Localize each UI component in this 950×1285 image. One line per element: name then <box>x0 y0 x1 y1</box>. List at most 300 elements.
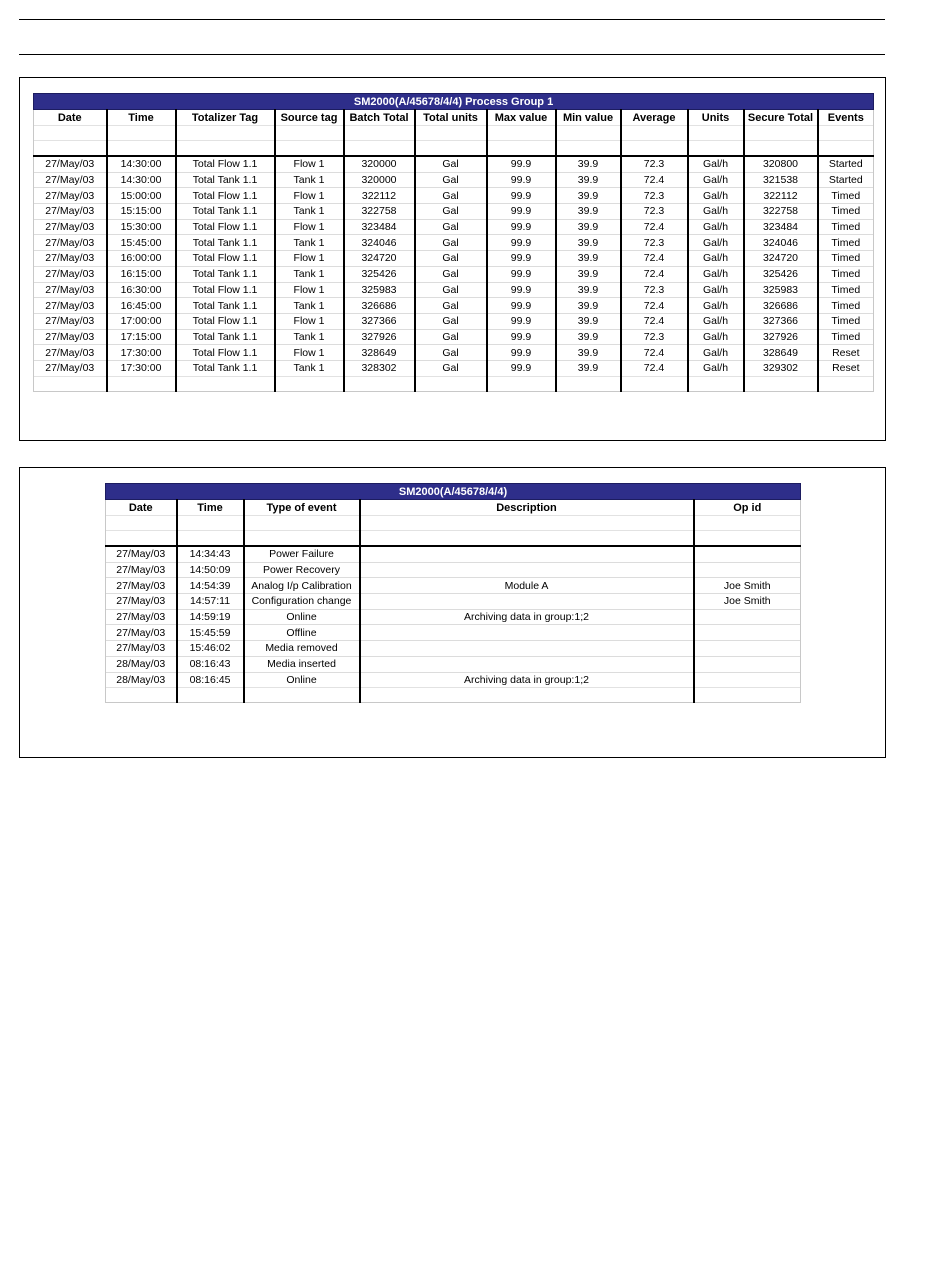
cell-op-id <box>694 656 801 672</box>
cell-type-of-event: Offline <box>244 625 360 641</box>
blank-cell <box>244 531 360 547</box>
cell-total-units: Gal <box>415 188 487 204</box>
cell-events: Timed <box>818 266 874 282</box>
column-header-description: Description <box>360 500 694 516</box>
cell-max-value: 99.9 <box>487 345 556 361</box>
cell-time: 15:00:00 <box>107 188 176 204</box>
cell-totalizer-tag: Total Tank 1.1 <box>176 204 275 220</box>
cell-max-value: 99.9 <box>487 282 556 298</box>
cell-min-value: 39.9 <box>556 360 621 376</box>
cell-date: 27/May/03 <box>34 172 107 188</box>
cell-time: 08:16:45 <box>177 672 244 688</box>
report1-title: SM2000(A/45678/4/4) Process Group 1 <box>34 94 874 110</box>
blank-row <box>106 688 801 703</box>
cell-time: 15:45:59 <box>177 625 244 641</box>
cell-secure-total: 323484 <box>744 219 818 235</box>
table-row <box>106 641 801 657</box>
cell-average: 72.3 <box>621 282 688 298</box>
blank-cell <box>487 376 556 391</box>
cell-time: 15:45:00 <box>107 235 176 251</box>
cell-totalizer-tag: Total Tank 1.1 <box>176 172 275 188</box>
cell-op-id <box>694 562 801 578</box>
cell-total-units: Gal <box>415 219 487 235</box>
cell-date: 27/May/03 <box>106 625 177 641</box>
cell-units: Gal/h <box>688 204 744 220</box>
cell-time: 14:34:43 <box>177 546 244 562</box>
blank-cell <box>107 141 176 157</box>
cell-description <box>360 562 694 578</box>
table-row <box>106 609 801 625</box>
cell-min-value: 39.9 <box>556 282 621 298</box>
cell-secure-total: 329302 <box>744 360 818 376</box>
blank-cell <box>688 376 744 391</box>
cell-events: Timed <box>818 298 874 314</box>
blank-cell <box>744 141 818 157</box>
second-rule <box>19 54 885 55</box>
cell-source-tag: Flow 1 <box>275 156 344 172</box>
blank-cell <box>818 126 874 141</box>
cell-average: 72.3 <box>621 329 688 345</box>
cell-date: 27/May/03 <box>34 282 107 298</box>
cell-max-value: 99.9 <box>487 188 556 204</box>
cell-date: 27/May/03 <box>34 188 107 204</box>
cell-min-value: 39.9 <box>556 219 621 235</box>
cell-total-units: Gal <box>415 266 487 282</box>
cell-source-tag: Tank 1 <box>275 235 344 251</box>
cell-min-value: 39.9 <box>556 266 621 282</box>
cell-average: 72.3 <box>621 235 688 251</box>
cell-time: 14:30:00 <box>107 172 176 188</box>
blank-cell <box>360 531 694 547</box>
cell-events: Reset <box>818 345 874 361</box>
cell-min-value: 39.9 <box>556 172 621 188</box>
cell-batch-total: 322758 <box>344 204 415 220</box>
cell-time: 16:00:00 <box>107 251 176 267</box>
cell-units: Gal/h <box>688 282 744 298</box>
blank-cell <box>275 376 344 391</box>
cell-secure-total: 322112 <box>744 188 818 204</box>
cell-source-tag: Tank 1 <box>275 360 344 376</box>
blank-cell <box>415 141 487 157</box>
cell-source-tag: Tank 1 <box>275 266 344 282</box>
cell-batch-total: 322112 <box>344 188 415 204</box>
cell-secure-total: 327366 <box>744 313 818 329</box>
blank-cell <box>177 688 244 703</box>
cell-time: 15:30:00 <box>107 219 176 235</box>
cell-source-tag: Tank 1 <box>275 298 344 314</box>
cell-batch-total: 325426 <box>344 266 415 282</box>
cell-batch-total: 324720 <box>344 251 415 267</box>
cell-total-units: Gal <box>415 235 487 251</box>
cell-average: 72.4 <box>621 345 688 361</box>
cell-units: Gal/h <box>688 266 744 282</box>
column-header-op-id: Op id <box>694 500 801 516</box>
blank-cell <box>106 688 177 703</box>
cell-batch-total: 326686 <box>344 298 415 314</box>
blank-cell <box>176 376 275 391</box>
cell-average: 72.4 <box>621 172 688 188</box>
blank-cell <box>415 376 487 391</box>
cell-description <box>360 625 694 641</box>
cell-date: 27/May/03 <box>34 204 107 220</box>
blank-cell <box>360 688 694 703</box>
cell-max-value: 99.9 <box>487 313 556 329</box>
cell-date: 27/May/03 <box>34 313 107 329</box>
cell-max-value: 99.9 <box>487 219 556 235</box>
cell-max-value: 99.9 <box>487 251 556 267</box>
table-row <box>34 251 874 267</box>
cell-date: 27/May/03 <box>106 578 177 594</box>
cell-secure-total: 321538 <box>744 172 818 188</box>
blank-cell <box>106 531 177 547</box>
blank-row <box>106 516 801 531</box>
cell-description <box>360 656 694 672</box>
table-row <box>34 188 874 204</box>
cell-op-id <box>694 609 801 625</box>
cell-average: 72.4 <box>621 360 688 376</box>
report1-header-row <box>34 110 874 126</box>
table-row <box>106 672 801 688</box>
blank-cell <box>106 516 177 531</box>
table-row <box>34 266 874 282</box>
column-header-average: Average <box>621 110 688 126</box>
blank-cell <box>34 141 107 157</box>
cell-batch-total: 327366 <box>344 313 415 329</box>
cell-total-units: Gal <box>415 298 487 314</box>
cell-op-id <box>694 546 801 562</box>
cell-type-of-event: Power Failure <box>244 546 360 562</box>
blank-cell <box>344 141 415 157</box>
cell-max-value: 99.9 <box>487 172 556 188</box>
cell-batch-total: 324046 <box>344 235 415 251</box>
table-row <box>34 235 874 251</box>
table-row <box>106 625 801 641</box>
column-header-type-of-event: Type of event <box>244 500 360 516</box>
column-header-total-units: Total units <box>415 110 487 126</box>
cell-totalizer-tag: Total Tank 1.1 <box>176 266 275 282</box>
cell-source-tag: Tank 1 <box>275 204 344 220</box>
cell-secure-total: 322758 <box>744 204 818 220</box>
cell-events: Started <box>818 156 874 172</box>
blank-cell <box>744 376 818 391</box>
cell-date: 27/May/03 <box>34 251 107 267</box>
blank-cell <box>244 688 360 703</box>
cell-batch-total: 327926 <box>344 329 415 345</box>
column-header-totalizer-tag: Totalizer Tag <box>176 110 275 126</box>
cell-date: 28/May/03 <box>106 656 177 672</box>
cell-totalizer-tag: Total Flow 1.1 <box>176 251 275 267</box>
column-header-min-value: Min value <box>556 110 621 126</box>
cell-total-units: Gal <box>415 251 487 267</box>
cell-date: 27/May/03 <box>106 594 177 610</box>
cell-description <box>360 546 694 562</box>
cell-min-value: 39.9 <box>556 188 621 204</box>
cell-average: 72.4 <box>621 313 688 329</box>
cell-total-units: Gal <box>415 172 487 188</box>
cell-description: Module A <box>360 578 694 594</box>
cell-max-value: 99.9 <box>487 298 556 314</box>
cell-total-units: Gal <box>415 156 487 172</box>
table-row <box>106 578 801 594</box>
cell-totalizer-tag: Total Flow 1.1 <box>176 156 275 172</box>
cell-total-units: Gal <box>415 345 487 361</box>
table-row <box>34 172 874 188</box>
cell-op-id <box>694 672 801 688</box>
cell-totalizer-tag: Total Flow 1.1 <box>176 188 275 204</box>
cell-date: 27/May/03 <box>34 345 107 361</box>
cell-time: 17:30:00 <box>107 360 176 376</box>
cell-batch-total: 320000 <box>344 172 415 188</box>
cell-description: Archiving data in group:1;2 <box>360 609 694 625</box>
cell-type-of-event: Power Recovery <box>244 562 360 578</box>
cell-total-units: Gal <box>415 282 487 298</box>
event-log-table <box>105 483 801 703</box>
cell-units: Gal/h <box>688 235 744 251</box>
cell-units: Gal/h <box>688 188 744 204</box>
column-header-units: Units <box>688 110 744 126</box>
blank-cell <box>344 126 415 141</box>
column-header-events: Events <box>818 110 874 126</box>
cell-source-tag: Flow 1 <box>275 313 344 329</box>
table-row <box>34 345 874 361</box>
cell-min-value: 39.9 <box>556 251 621 267</box>
cell-secure-total: 324046 <box>744 235 818 251</box>
blank-cell <box>818 376 874 391</box>
cell-type-of-event: Online <box>244 609 360 625</box>
cell-source-tag: Flow 1 <box>275 251 344 267</box>
cell-units: Gal/h <box>688 329 744 345</box>
cell-events: Timed <box>818 204 874 220</box>
cell-average: 72.3 <box>621 204 688 220</box>
blank-cell <box>487 126 556 141</box>
blank-cell <box>694 516 801 531</box>
table-row <box>34 282 874 298</box>
cell-op-id <box>694 641 801 657</box>
cell-date: 27/May/03 <box>34 298 107 314</box>
cell-time: 16:45:00 <box>107 298 176 314</box>
cell-time: 16:30:00 <box>107 282 176 298</box>
cell-total-units: Gal <box>415 329 487 345</box>
cell-min-value: 39.9 <box>556 313 621 329</box>
blank-cell <box>34 376 107 391</box>
column-header-date: Date <box>34 110 107 126</box>
column-header-date: Date <box>106 500 177 516</box>
cell-total-units: Gal <box>415 204 487 220</box>
cell-units: Gal/h <box>688 219 744 235</box>
blank-row <box>34 126 874 141</box>
cell-totalizer-tag: Total Flow 1.1 <box>176 219 275 235</box>
cell-totalizer-tag: Total Flow 1.1 <box>176 282 275 298</box>
cell-date: 27/May/03 <box>34 156 107 172</box>
table-row <box>106 546 801 562</box>
process-group-table <box>33 93 874 392</box>
blank-cell <box>275 141 344 157</box>
table-row <box>34 313 874 329</box>
cell-totalizer-tag: Total Flow 1.1 <box>176 313 275 329</box>
cell-max-value: 99.9 <box>487 235 556 251</box>
blank-cell <box>415 126 487 141</box>
cell-totalizer-tag: Total Tank 1.1 <box>176 298 275 314</box>
column-header-source-tag: Source tag <box>275 110 344 126</box>
cell-events: Timed <box>818 219 874 235</box>
cell-batch-total: 328649 <box>344 345 415 361</box>
cell-average: 72.4 <box>621 266 688 282</box>
table-row <box>106 594 801 610</box>
cell-total-units: Gal <box>415 360 487 376</box>
cell-batch-total: 320000 <box>344 156 415 172</box>
cell-source-tag: Tank 1 <box>275 172 344 188</box>
column-header-time: Time <box>107 110 176 126</box>
cell-secure-total: 325426 <box>744 266 818 282</box>
cell-secure-total: 325983 <box>744 282 818 298</box>
blank-cell <box>621 126 688 141</box>
cell-units: Gal/h <box>688 313 744 329</box>
cell-min-value: 39.9 <box>556 204 621 220</box>
cell-time: 14:50:09 <box>177 562 244 578</box>
blank-cell <box>556 126 621 141</box>
cell-source-tag: Flow 1 <box>275 219 344 235</box>
cell-units: Gal/h <box>688 172 744 188</box>
blank-cell <box>744 126 818 141</box>
cell-units: Gal/h <box>688 156 744 172</box>
cell-average: 72.4 <box>621 219 688 235</box>
table-row <box>34 204 874 220</box>
cell-units: Gal/h <box>688 251 744 267</box>
cell-events: Timed <box>818 313 874 329</box>
blank-cell <box>621 141 688 157</box>
table-row <box>106 656 801 672</box>
cell-time: 16:15:00 <box>107 266 176 282</box>
blank-row <box>34 141 874 157</box>
cell-average: 72.4 <box>621 251 688 267</box>
cell-source-tag: Flow 1 <box>275 188 344 204</box>
cell-date: 28/May/03 <box>106 672 177 688</box>
cell-time: 17:15:00 <box>107 329 176 345</box>
cell-secure-total: 327926 <box>744 329 818 345</box>
cell-events: Timed <box>818 282 874 298</box>
cell-events: Timed <box>818 188 874 204</box>
cell-description <box>360 594 694 610</box>
cell-secure-total: 326686 <box>744 298 818 314</box>
blank-cell <box>818 141 874 157</box>
blank-cell <box>177 516 244 531</box>
cell-description <box>360 641 694 657</box>
table-row <box>106 562 801 578</box>
blank-cell <box>556 376 621 391</box>
cell-batch-total: 328302 <box>344 360 415 376</box>
blank-row <box>106 531 801 547</box>
cell-average: 72.4 <box>621 298 688 314</box>
cell-secure-total: 328649 <box>744 345 818 361</box>
cell-min-value: 39.9 <box>556 298 621 314</box>
report1-body <box>34 156 874 376</box>
cell-op-id: Joe Smith <box>694 594 801 610</box>
cell-events: Timed <box>818 251 874 267</box>
report2-body <box>106 546 801 688</box>
cell-totalizer-tag: Total Tank 1.1 <box>176 329 275 345</box>
blank-cell <box>177 531 244 547</box>
cell-max-value: 99.9 <box>487 360 556 376</box>
blank-cell <box>694 688 801 703</box>
cell-totalizer-tag: Total Tank 1.1 <box>176 360 275 376</box>
cell-time: 14:59:19 <box>177 609 244 625</box>
cell-date: 27/May/03 <box>106 546 177 562</box>
cell-events: Reset <box>818 360 874 376</box>
cell-max-value: 99.9 <box>487 329 556 345</box>
cell-batch-total: 325983 <box>344 282 415 298</box>
blank-cell <box>344 376 415 391</box>
cell-time: 15:15:00 <box>107 204 176 220</box>
column-header-time: Time <box>177 500 244 516</box>
cell-min-value: 39.9 <box>556 345 621 361</box>
cell-secure-total: 324720 <box>744 251 818 267</box>
blank-cell <box>688 141 744 157</box>
table-row <box>34 329 874 345</box>
cell-time: 14:54:39 <box>177 578 244 594</box>
cell-units: Gal/h <box>688 345 744 361</box>
cell-units: Gal/h <box>688 360 744 376</box>
column-header-max-value: Max value <box>487 110 556 126</box>
cell-op-id <box>694 625 801 641</box>
cell-type-of-event: Media inserted <box>244 656 360 672</box>
cell-min-value: 39.9 <box>556 235 621 251</box>
blank-cell <box>107 126 176 141</box>
cell-date: 27/May/03 <box>34 266 107 282</box>
cell-totalizer-tag: Total Tank 1.1 <box>176 235 275 251</box>
blank-cell <box>275 126 344 141</box>
blank-cell <box>107 376 176 391</box>
cell-date: 27/May/03 <box>34 360 107 376</box>
cell-date: 27/May/03 <box>34 219 107 235</box>
cell-type-of-event: Configuration change <box>244 594 360 610</box>
cell-time: 17:00:00 <box>107 313 176 329</box>
cell-date: 27/May/03 <box>106 609 177 625</box>
cell-events: Timed <box>818 235 874 251</box>
cell-time: 14:30:00 <box>107 156 176 172</box>
cell-time: 14:57:11 <box>177 594 244 610</box>
cell-time: 08:16:43 <box>177 656 244 672</box>
cell-type-of-event: Media removed <box>244 641 360 657</box>
table-row <box>34 219 874 235</box>
cell-source-tag: Flow 1 <box>275 345 344 361</box>
cell-min-value: 39.9 <box>556 156 621 172</box>
cell-op-id: Joe Smith <box>694 578 801 594</box>
cell-source-tag: Flow 1 <box>275 282 344 298</box>
report2-header-row <box>106 500 801 516</box>
cell-date: 27/May/03 <box>34 329 107 345</box>
cell-type-of-event: Online <box>244 672 360 688</box>
blank-cell <box>621 376 688 391</box>
cell-description: Archiving data in group:1;2 <box>360 672 694 688</box>
blank-cell <box>176 126 275 141</box>
cell-date: 27/May/03 <box>34 235 107 251</box>
blank-cell <box>34 126 107 141</box>
cell-events: Started <box>818 172 874 188</box>
table-row <box>34 156 874 172</box>
blank-cell <box>694 531 801 547</box>
blank-cell <box>176 141 275 157</box>
blank-cell <box>244 516 360 531</box>
cell-average: 72.3 <box>621 188 688 204</box>
cell-time: 17:30:00 <box>107 345 176 361</box>
cell-average: 72.3 <box>621 156 688 172</box>
cell-totalizer-tag: Total Flow 1.1 <box>176 345 275 361</box>
report2-title: SM2000(A/45678/4/4) <box>106 484 801 500</box>
cell-secure-total: 320800 <box>744 156 818 172</box>
cell-time: 15:46:02 <box>177 641 244 657</box>
table-row <box>34 360 874 376</box>
table-row <box>34 298 874 314</box>
